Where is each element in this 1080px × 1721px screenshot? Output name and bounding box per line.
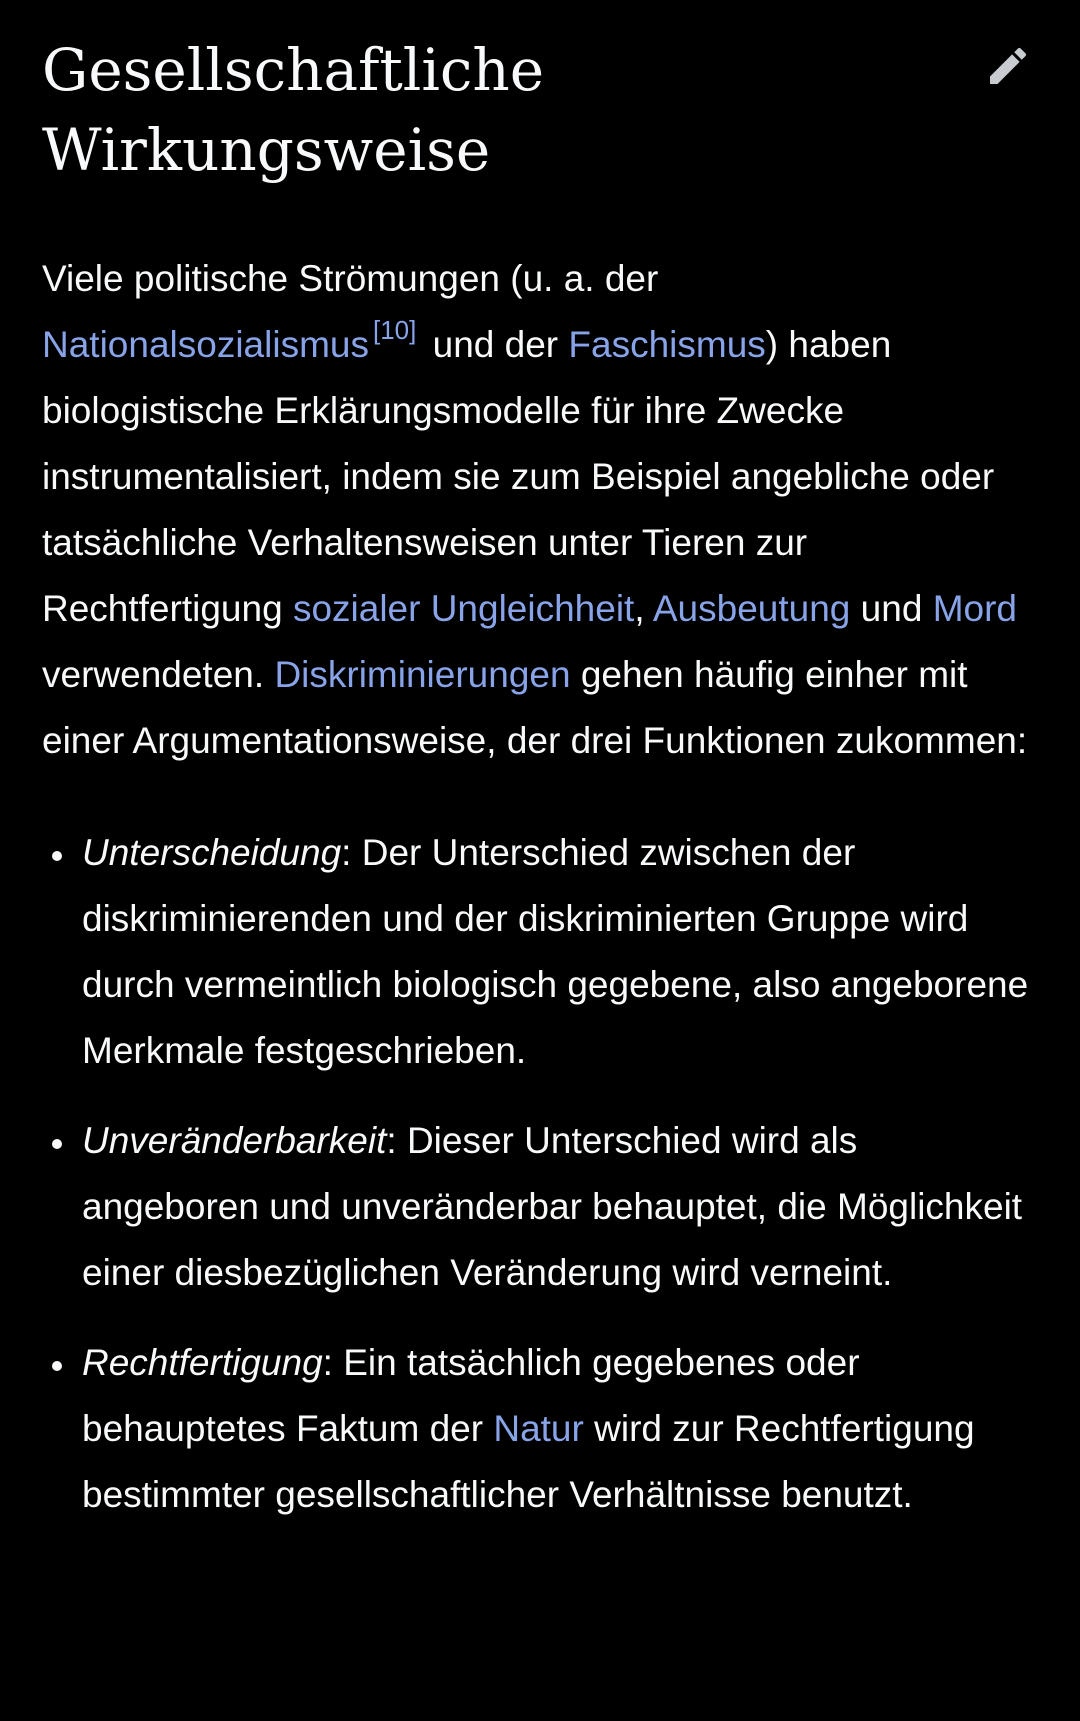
bullet-icon [52,851,62,861]
link-faschismus[interactable]: Faschismus [568,324,766,365]
intro-text: Viele politische Strömungen (u. a. der [42,258,659,299]
link-mord[interactable]: Mord [932,588,1017,629]
link-nationalsozialismus[interactable]: Nationalsozialismus [42,324,369,365]
section-header [42,0,1038,190]
list-item [82,820,1038,1084]
link-natur[interactable]: Natur [493,1408,584,1449]
intro-text: ) haben biologistische Erklärungsmodelle für ihre Zwecke instrumentalisiert, indem sie zum Beispiel angebliche oder tatsächliche Verhaltensweisen unter Tieren zur Rechtfertigung [42,324,995,629]
intro-text: , [634,588,653,629]
bullet-icon [52,1139,62,1149]
section-title: Gesellschaftliche Wirkungsweise [42,36,545,184]
functions-list [42,820,1038,1528]
term-unterscheidung: Unterscheidung [82,832,342,873]
term-unveraenderbarkeit: Unveränderbarkeit [82,1120,387,1161]
link-soziale-ungleichheit[interactable]: sozialer Ungleichheit [292,588,635,629]
reference-10 [373,315,416,345]
intro-paragraph [42,246,1038,774]
link-ausbeutung[interactable]: Ausbeutung [652,588,851,629]
list-item-text: : Der Unterschied zwischen der diskriminierenden und der diskriminierten Gruppe wird durch vermeintlich biologisch gegebene, also angeborene Merkmale festgeschrieben. [82,832,1029,1071]
bullet-icon [52,1361,62,1371]
intro-text: und der [422,324,569,365]
list-item-text: wird zur Rechtfertigung bestimmter gesellschaftlicher Verhältnisse benutzt. [82,1408,975,1515]
intro-text: und [850,588,933,629]
term-rechtfertigung: Rechtfertigung [82,1342,323,1383]
list-item-text: : Dieser Unterschied wird als angeboren und unveränderbar behauptet, die Möglichkeit einer diesbezüglichen Veränderung wird verneint. [82,1120,1023,1293]
intro-text: verwendeten. [42,654,275,695]
list-item [82,1108,1038,1306]
intro-text: gehen häufig einher mit einer Argumentationsweise, der drei Funktionen zukommen: [42,654,1028,761]
link-diskriminierungen[interactable]: Diskriminierungen [274,654,571,695]
list-item [82,1330,1038,1528]
edit-section-button[interactable] [978,36,1038,96]
reference-link[interactable]: [10] [372,315,417,345]
list-item-text: : Ein tatsächlich gegebenes oder behauptetes Faktum der [82,1342,860,1449]
pencil-icon [984,42,1032,90]
